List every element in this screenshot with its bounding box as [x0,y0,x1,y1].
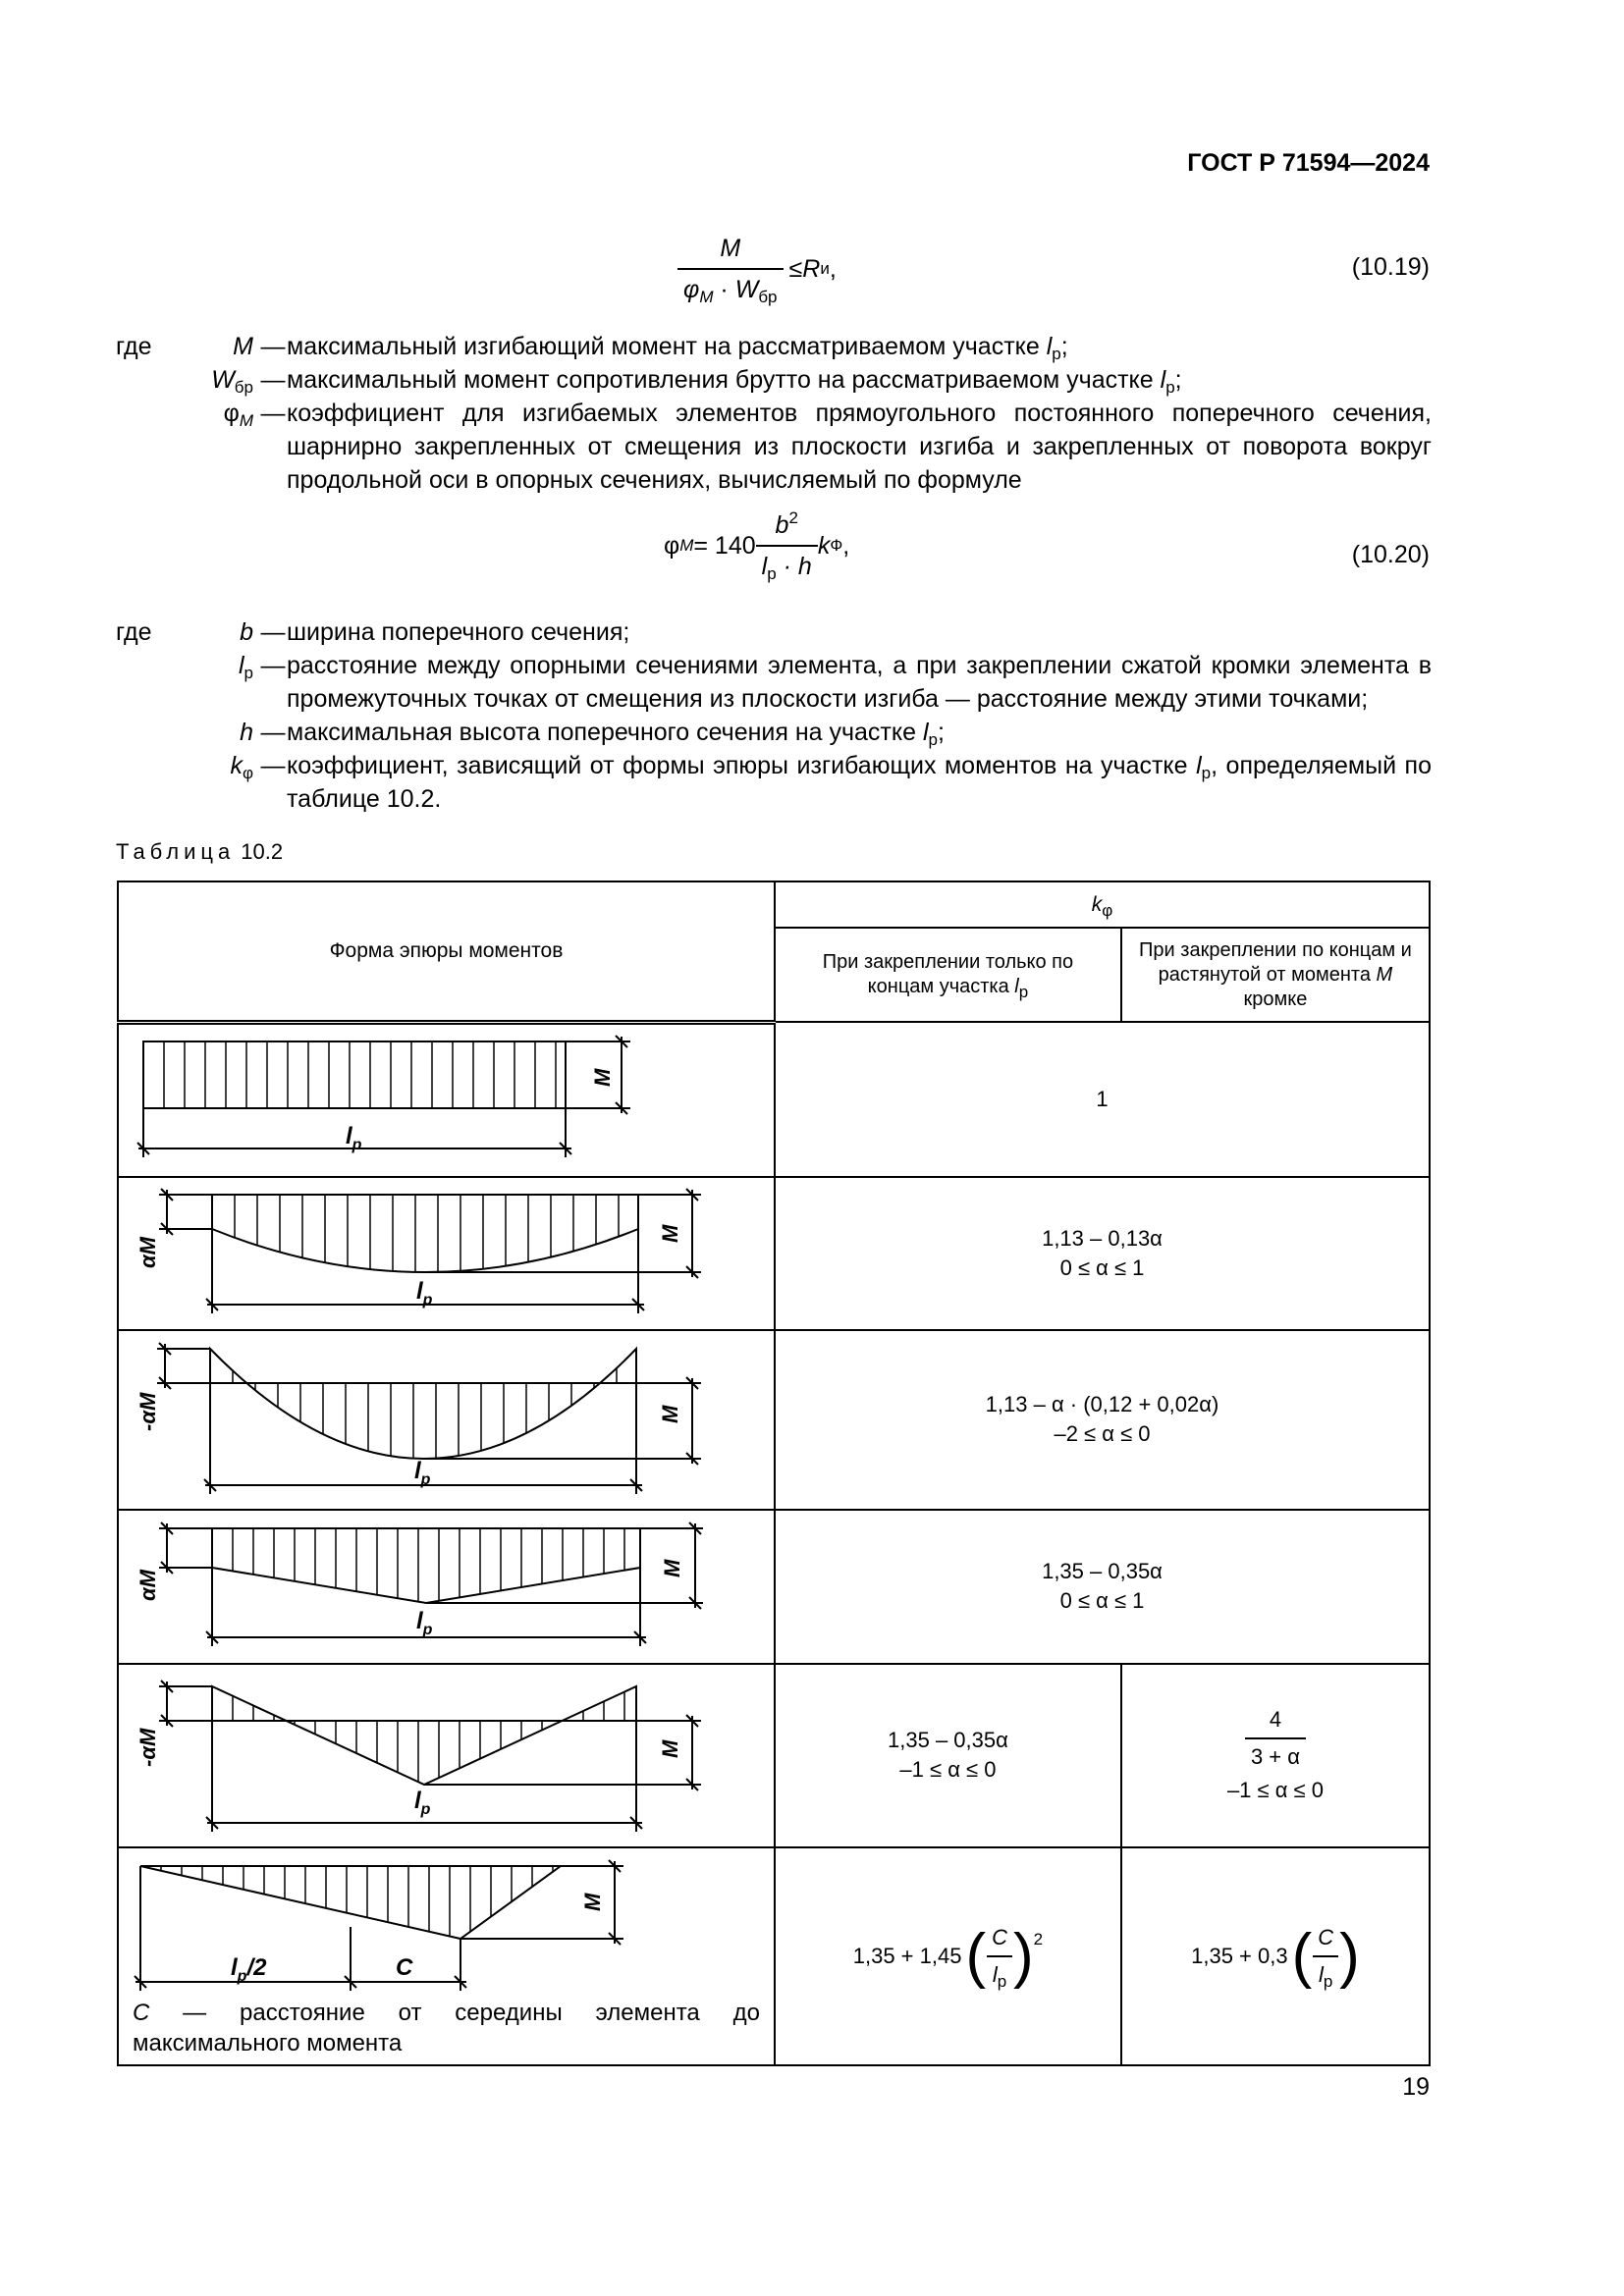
moment-diagram-uniform [120,1025,773,1170]
label-M: M [589,1068,615,1087]
definition-row: $l_р$ — расстояние между опорными сечениями элемента, а при закреплении сжатой кромки элемента в промежуточных точках от смещения из плоскости изгиба — расстояние между этими точками; [238,652,1432,713]
definition-row: $W_{бр}$ — максимальный момент сопротивления брутто на рассматриваемом участке $l_р$; [211,366,1182,397]
moment-diagram-v-shape [120,1665,773,1841]
label-M: M [657,1739,682,1758]
definition-row: где b — ширина поперечного сечения; [116,618,630,646]
moment-diagram-parabola-sag [120,1178,773,1323]
label-lp: $l_р$ [345,1122,362,1153]
moment-table [117,881,1431,2066]
table-row [118,1330,1430,1510]
value-cell: 1,13 – 0,13α 0 ≤ α ≤ 1 [775,1177,1430,1330]
label-neg-aM: -αM [135,1392,160,1431]
table-row [118,1664,1430,1847]
diagram-cell [118,1330,775,1510]
moment-diagram-triangle [120,1511,773,1657]
table-row [118,1177,1430,1330]
table-row [118,1022,1430,1177]
diagram-cell [118,1177,775,1330]
header-form: Форма эпюры моментов [118,881,775,1022]
definition-row: $k_\varphi$ — коэффициент, зависящий от формы эпюры изгибающих моментов на участке $l_р$, определяемый по таблице 10.2. [230,752,1433,813]
equation-10-19: $\frac{M}{\varphi_M \cdot W_{бр}}$ ≤ R и , [677,232,837,306]
value-cell [1121,1847,1430,2065]
equation-number-10-19: (10.19) [1351,253,1430,281]
page-number: 19 [1402,2073,1430,2101]
label-lp: $l_р$ [413,1787,431,1818]
header-sub1: При закреплении только по концам участка $l_р$ [775,928,1121,1022]
value-cell [775,1847,1121,2065]
moment-diagram-parabola-deep [120,1331,773,1503]
diagram-cell [118,1510,775,1664]
formula-c1: 1,35 + 1,45 ( $\frac{C}{l_р}$ ) 2 [852,1921,1044,1991]
label-M: M [657,1224,682,1243]
definitions-list-2 [116,615,1432,816]
label-C: C [396,1953,413,1981]
label-aM: αM [135,1236,160,1268]
formula-c2: 1,35 + 0,3 ( $\frac{C}{l_р}$ ) [1191,1921,1360,1991]
label-lp-half: $l_р/2$ [231,1953,267,1985]
label-lp: $l_р$ [413,1457,431,1488]
diagram-cell [118,1664,775,1847]
definition-row: где M — максимальный изгибающий момент на рассматриваемом участке $l_р$; [116,333,1068,363]
definitions-list-1 [116,330,1432,497]
definition-row: h — максимальная высота поперечного сечения на участке $l_р$; [240,719,945,749]
equation-10-20: φ M = 140 $\frac{b^2}{l_р \cdot h}$ k Ф , [664,508,850,583]
header-k: $k_\varphi$ [775,881,1430,928]
table-row [118,1847,1430,2065]
table-header-row [118,881,1430,928]
document-header: ГОСТ Р 71594—2024 [1187,149,1430,177]
value-cell: 1,35 – 0,35α 0 ≤ α ≤ 1 [775,1510,1430,1664]
definition-row: $\varphi_M$ — коэффициент для изгибаемых элементов прямоугольного постоянного поперечного сечения, шарнирно закрепленных от смещения из плоскости изгиба и закрепленных от поворота вокруг продольной оси в опорных сечениях, вычисляемый по формуле [223,400,1432,494]
label-lp: $l_р$ [415,1277,433,1308]
header-sub2: При закреплении по концам и растянутой от момента M кромке [1121,928,1430,1022]
table-caption: Таблица 10.2 [116,839,284,864]
label-M: M [657,1405,682,1423]
table-row [118,1510,1430,1664]
value-cell: 1,35 – 0,35α –1 ≤ α ≤ 0 [775,1664,1121,1847]
label-M: M [659,1559,684,1577]
diagram-cell [118,1022,775,1177]
moment-diagram-offset-triangle [119,1848,772,1998]
value-cell: 1 [775,1022,1430,1177]
c-note: C — расстояние от середины элемента до максимального момента [133,1999,760,2056]
label-M: M [580,1893,605,1911]
equation-number-10-20: (10.20) [1351,541,1430,568]
value-cell: 1,13 – α · (0,12 + 0,02α) –2 ≤ α ≤ 0 [775,1330,1430,1510]
label-lp: $l_р$ [415,1607,433,1638]
label-aM: αM [135,1569,160,1601]
value-cell: $\frac{4}{3 + \alpha}$ –1 ≤ α ≤ 0 [1121,1664,1430,1847]
diagram-cell [118,1847,775,2065]
label-neg-aM: -αM [135,1728,160,1767]
